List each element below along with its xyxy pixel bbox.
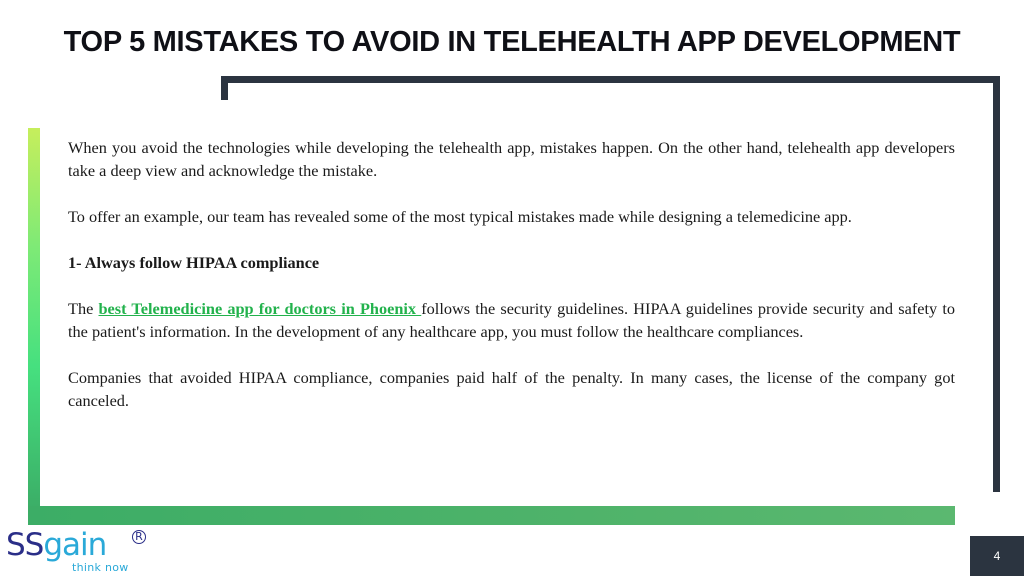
logo-text-gain: gain <box>43 527 107 563</box>
slide-title: TOP 5 MISTAKES TO AVOID IN TELEHEALTH APP DEVELOPMENT <box>63 26 961 58</box>
paragraph-penalty: Companies that avoided HIPAA compliance, companies paid half of the penalty. In many cases, the license of the company got canceled. <box>68 368 955 410</box>
frame-top-bar <box>221 76 1000 83</box>
paragraph-hipaa <box>68 297 955 343</box>
green-accent-bottom <box>28 506 955 525</box>
logo-text-ss: SS <box>6 527 44 563</box>
registered-icon: R <box>132 530 146 544</box>
frame-right-bar <box>993 76 1000 492</box>
logo-wordmark <box>6 528 106 562</box>
section-heading: 1- Always follow HIPAA compliance <box>68 253 320 272</box>
paragraph-hipaa-suffix: follows the security guidelines. HIPAA guidelines provide security and safety to the patient's information. In the development of any healthcare app, you must follow the healthcare compliances. <box>68 299 955 341</box>
ssgain-logo <box>6 528 148 574</box>
green-accent-left <box>28 128 40 525</box>
slide-body <box>68 136 955 435</box>
page-number-badge: 4 <box>970 536 1024 576</box>
logo-tagline: think now <box>72 561 129 574</box>
telemedicine-link[interactable]: best Telemedicine app for doctors in Phoenix <box>98 299 422 318</box>
paragraph-hipaa-prefix: The <box>68 299 99 318</box>
frame-left-stub <box>221 76 228 100</box>
paragraph-intro: When you avoid the technologies while developing the telehealth app, mistakes happen. On the other hand, telehealth app developers take a deep view and acknowledge the mistake. <box>68 138 955 180</box>
paragraph-example: To offer an example, our team has revealed some of the most typical mistakes made while designing a telemedicine app. <box>68 207 852 226</box>
